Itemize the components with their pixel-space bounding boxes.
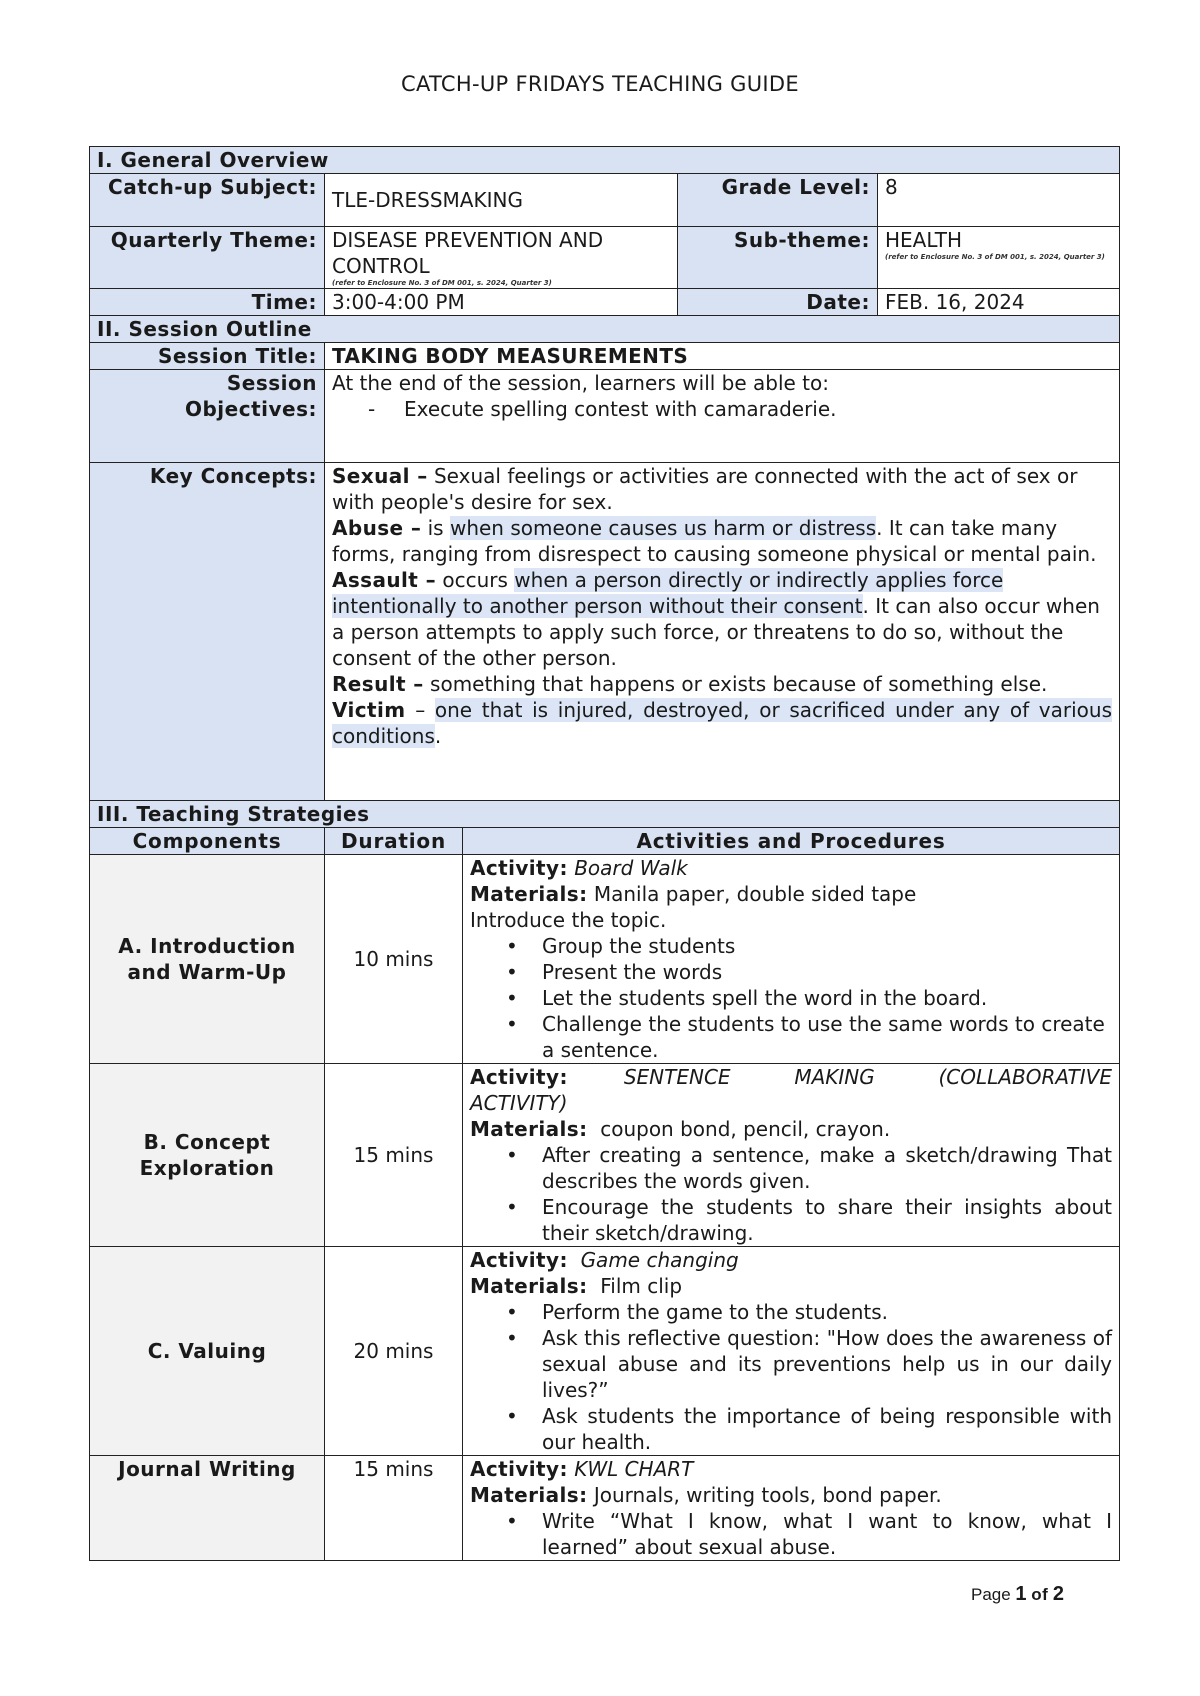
concept-result bbox=[332, 671, 1112, 697]
materials-value: coupon bond, pencil, crayon. bbox=[600, 1117, 891, 1141]
list-item: • Encourage the students to share their insights about their sketch/drawing. bbox=[542, 1194, 1112, 1246]
materials-label: Materials: bbox=[470, 1274, 588, 1298]
steps-list bbox=[470, 933, 1112, 1063]
grade-value: 8 bbox=[878, 174, 1120, 227]
grade-label: Grade Level: bbox=[678, 174, 878, 227]
concept-sexual bbox=[332, 463, 1112, 515]
total-pages: 2 bbox=[1052, 1583, 1064, 1605]
page-title: CATCH-UP FRIDAYS TEACHING GUIDE bbox=[401, 72, 799, 96]
objectives-list bbox=[332, 396, 1112, 422]
list-item: • After creating a sentence, make a sketch/drawing That describes the words given. bbox=[542, 1142, 1112, 1194]
concept-term: Abuse – bbox=[332, 516, 422, 540]
objectives-label: Session Objectives: bbox=[90, 370, 325, 463]
date-value: FEB. 16, 2024 bbox=[878, 289, 1120, 316]
concepts-cell bbox=[325, 463, 1120, 801]
concept-highlight: when someone causes us harm or distress bbox=[449, 516, 877, 540]
activities-cell bbox=[463, 1247, 1120, 1456]
date-label: Date: bbox=[678, 289, 878, 316]
concept-text: occurs bbox=[436, 568, 515, 592]
concept-text: something that happens or exists because of something else. bbox=[423, 672, 1048, 696]
materials-value: Journals, writing tools, bond paper. bbox=[593, 1483, 942, 1507]
section-session-outline: II. Session Outline bbox=[90, 316, 1120, 343]
component-cell: B. Concept Exploration bbox=[90, 1064, 325, 1247]
concept-highlight: one that is injured, destroyed, or sacrificed under any of various conditions bbox=[332, 698, 1112, 748]
materials-value: Manila paper, double sided tape bbox=[593, 882, 917, 906]
concept-text: . It can also occur when a person attempts to apply such force, or threatens to do so, without the consent of the other person. bbox=[332, 594, 1100, 670]
activity-name: SENTENCE MAKING (COLLABORATIVE bbox=[623, 1065, 1112, 1089]
concept-highlight: when a person directly or indirectly applies force intentionally to another person without their consent bbox=[332, 568, 1004, 618]
activity-name: Game changing bbox=[580, 1248, 739, 1272]
subtheme-note: (refer to Enclosure No. 3 of DM 001, s. 2024, Quarter 3) bbox=[885, 253, 1105, 261]
theme-label: Quarterly Theme: bbox=[90, 227, 325, 289]
col-duration: Duration bbox=[325, 828, 463, 855]
activity-name: KWL CHART bbox=[574, 1457, 694, 1481]
activity-intro: Introduce the topic. bbox=[470, 908, 667, 932]
subtheme-cell bbox=[878, 227, 1120, 289]
objectives-intro: At the end of the session, learners will be able to: bbox=[332, 371, 830, 395]
objective-item: - Execute spelling contest with camaraderie. bbox=[404, 396, 1112, 422]
subtheme-label: Sub-theme: bbox=[678, 227, 878, 289]
component-cell: Journal Writing bbox=[90, 1456, 325, 1561]
activity-label: Activity: bbox=[470, 856, 568, 880]
concept-assault bbox=[332, 567, 1112, 671]
concept-term: Victim bbox=[332, 698, 406, 722]
time-value: 3:00-4:00 PM bbox=[325, 289, 678, 316]
concept-text: Sexual feelings or activities are connected with the act of sex or with people's desire for sex. bbox=[332, 464, 1078, 514]
concept-text: . bbox=[434, 724, 442, 748]
steps-list bbox=[470, 1508, 1112, 1560]
materials-value: Film clip bbox=[600, 1274, 683, 1298]
list-item: • Group the students bbox=[542, 933, 1112, 959]
subtheme-value: HEALTH bbox=[885, 228, 963, 252]
activity-name-cont: ACTIVITY) bbox=[470, 1091, 568, 1115]
component-cell: C. Valuing bbox=[90, 1247, 325, 1456]
time-label: Time: bbox=[90, 289, 325, 316]
subject-label: Catch-up Subject: bbox=[90, 174, 325, 227]
duration-cell: 15 mins bbox=[325, 1064, 463, 1247]
concept-text: . It can take many forms, ranging from disrespect to causing someone physical or mental pain. bbox=[332, 516, 1097, 566]
list-item: • Ask students the importance of being responsible with our health. bbox=[542, 1403, 1112, 1455]
list-item: • Present the words bbox=[542, 959, 1112, 985]
activity-line bbox=[470, 1064, 1112, 1090]
section-teaching-strategies: III. Teaching Strategies bbox=[90, 801, 1120, 828]
concept-text: is bbox=[421, 516, 450, 540]
duration-cell: 10 mins bbox=[325, 855, 463, 1064]
theme-note: (refer to Enclosure No. 3 of DM 001, s. 2024, Quarter 3) bbox=[332, 279, 552, 287]
steps-list bbox=[470, 1299, 1112, 1455]
page-number bbox=[971, 1583, 1064, 1606]
page-word: Page bbox=[970, 1585, 1011, 1604]
teaching-guide-table bbox=[89, 146, 1120, 1561]
activity-label: Activity: bbox=[470, 1248, 568, 1272]
concept-term: Result – bbox=[332, 672, 424, 696]
list-item: • Perform the game to the students. bbox=[542, 1299, 1112, 1325]
objectives-cell bbox=[325, 370, 1120, 463]
theme-value: DISEASE PREVENTION AND CONTROL bbox=[332, 228, 604, 278]
materials-label: Materials: bbox=[470, 882, 588, 906]
activities-cell bbox=[463, 1064, 1120, 1247]
activity-name: Board Walk bbox=[574, 856, 688, 880]
table-row bbox=[90, 855, 1120, 1064]
of-word: of bbox=[1031, 1585, 1049, 1604]
list-item: • Ask this reflective question: "How does the awareness of sexual abuse and its preventions help us in our daily lives?” bbox=[542, 1325, 1112, 1403]
list-item: • Write “What I know, what I want to know, what I learned” about sexual abuse. bbox=[542, 1508, 1112, 1560]
table-row bbox=[90, 1456, 1120, 1561]
session-title-label: Session Title: bbox=[90, 343, 325, 370]
list-item: • Challenge the students to use the same words to create a sentence. bbox=[542, 1011, 1112, 1063]
activities-cell bbox=[463, 1456, 1120, 1561]
subject-value: TLE-DRESSMAKING bbox=[325, 174, 678, 227]
duration-cell: 20 mins bbox=[325, 1247, 463, 1456]
col-activities: Activities and Procedures bbox=[463, 828, 1120, 855]
materials-label: Materials: bbox=[470, 1117, 588, 1141]
component-cell: A. Introduction and Warm-Up bbox=[90, 855, 325, 1064]
duration-cell: 15 mins bbox=[325, 1456, 463, 1561]
activity-label: Activity: bbox=[470, 1065, 568, 1089]
current-page: 1 bbox=[1015, 1583, 1027, 1605]
activity-label: Activity: bbox=[470, 1457, 568, 1481]
concept-term: Assault – bbox=[332, 568, 437, 592]
activities-cell bbox=[463, 855, 1120, 1064]
list-item: • Let the students spell the word in the board. bbox=[542, 985, 1112, 1011]
session-title-value: TAKING BODY MEASUREMENTS bbox=[325, 343, 1120, 370]
theme-cell bbox=[325, 227, 678, 289]
steps-list bbox=[470, 1142, 1112, 1246]
col-components: Components bbox=[90, 828, 325, 855]
materials-label: Materials: bbox=[470, 1483, 588, 1507]
concepts-label: Key Concepts: bbox=[90, 463, 325, 801]
concept-abuse bbox=[332, 515, 1112, 567]
table-row bbox=[90, 1247, 1120, 1456]
table-row bbox=[90, 1064, 1120, 1247]
section-general-overview: I. General Overview bbox=[90, 147, 1120, 174]
concept-victim bbox=[332, 697, 1112, 749]
concept-term: Sexual – bbox=[332, 464, 428, 488]
concept-text: – bbox=[405, 698, 435, 722]
